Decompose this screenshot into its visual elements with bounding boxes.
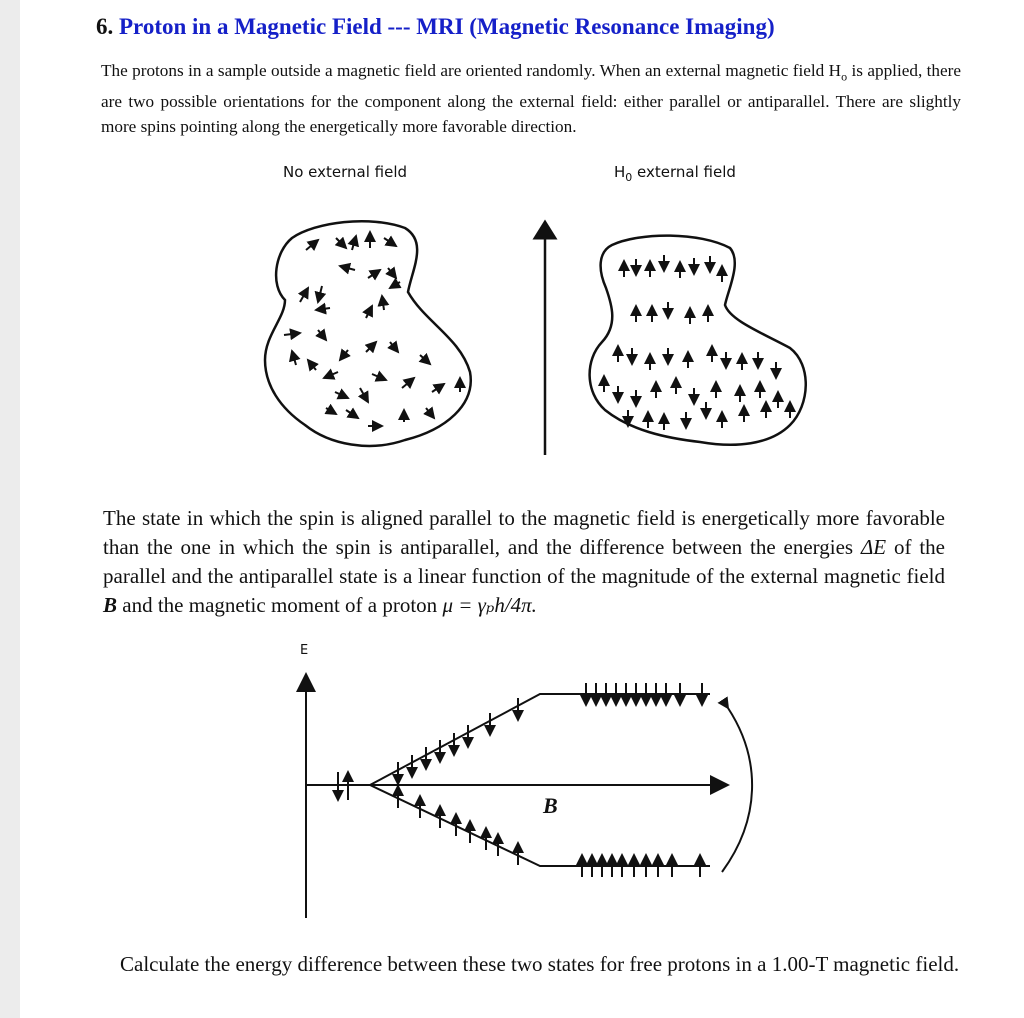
problem-number: 6. <box>96 14 114 39</box>
axis-label-b: B <box>543 793 558 818</box>
energy-text-1: The state in which the spin is aligned parallel to the magnetic field is energetically more favorable than the one in which the spin is antiparallel, and the difference between the energies <box>103 506 945 559</box>
problem-title-text: Proton in a Magnetic Field --- MRI (Magnetic Resonance Imaging) <box>119 14 775 39</box>
upper-branch-spins <box>398 683 702 784</box>
antiparallel-level <box>370 694 710 785</box>
moment-formula: μ = γₚh/4π. <box>442 593 537 617</box>
transition-arc <box>722 708 752 872</box>
label-h-sub: 0 <box>625 171 633 184</box>
question-text: Calculate the energy difference between these two states for free protons in a 1.00-T magnetic field. <box>120 952 960 976</box>
energy-text-2: of the parallel and the antiparallel state is a linear function of the magnitude of the external magnetic field <box>103 535 945 588</box>
axis-label-e: E <box>300 643 309 658</box>
field-b: B <box>103 593 118 617</box>
energy-text-3: and the magnetic moment of a proton <box>117 593 443 617</box>
label-h-rest: external field <box>632 163 736 181</box>
intro-subscript: o <box>841 69 848 84</box>
delta-e: ΔE <box>860 535 887 559</box>
label-h: H <box>614 163 626 181</box>
intro-text-a: The protons in a sample outside a magnetic field are oriented randomly. When an external magnetic field H <box>101 61 842 80</box>
intro-text-b: is applied, there are two possible orientations for the component along the external field: either parallel or antiparallel. There are slightly more spins pointing along the energetically more favorable direction. <box>101 61 961 137</box>
label-no-external-field: No external field <box>283 163 408 181</box>
lower-branch-spins <box>398 786 700 877</box>
